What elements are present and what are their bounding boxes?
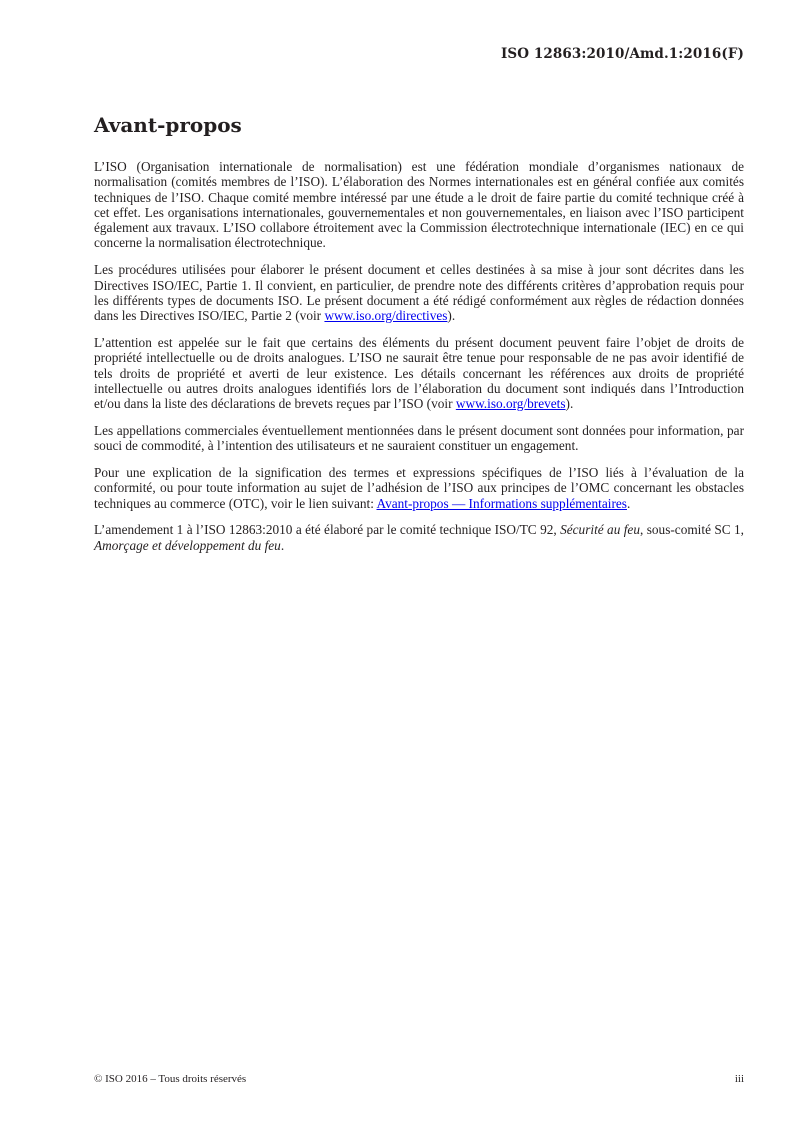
paragraph-trade-names: [94, 423, 744, 454]
paragraph-text-end: .: [280, 537, 285, 553]
document-id-header: ISO 12863:2010/Amd.1:2016(F): [501, 46, 744, 62]
footer-copyright: © ISO 2016 – Tous droits réservés: [94, 1073, 247, 1085]
foreword-info-link[interactable]: Avant-propos — Informations supplémentaires: [376, 495, 627, 511]
paragraph-text-end: ).: [447, 308, 456, 324]
paragraph-conformity: [94, 465, 744, 511]
paragraph-text: L’amendement 1 à l’ISO 12863:2010 a été élaboré par le comité technique ISO/TC 92,: [94, 522, 561, 538]
paragraph-text: L’attention est appelée sur le fait que certains des éléments du présent document peuvent faire l’objet de droits de propriété intellectuelle ou de droits analogues. L’ISO ne saurait être tenue pour responsable de ne pas avoir identifié de tels droits de propriété et averti de leur existence. Les détails concernant les références aux droits de propriété intellectuelle ou autres droits analogues identifiés lors de l’élaboration du document sont indiqués dans l’Introduction et/ou dans la liste des déclarations de brevets reçues par l’ISO (voir: [94, 334, 744, 412]
paragraph-text-end: .: [626, 495, 631, 511]
page-title: Avant-propos: [94, 113, 242, 137]
footer-page-number: iii: [734, 1073, 744, 1085]
paragraph-text: L’ISO (Organisation internationale de normalisation) est une fédération mondiale d’organismes nationaux de normalisation (comités membres de l’ISO). L’élaboration des Normes internationales est en général confiée aux comités techniques de l’ISO. Chaque comité membre intéressé par une étude a le droit de faire partie du comité technique créé à cet effet. Les organisations internationales, gouvernementales et non gouvernementales, en liaison avec l’ISO participent également aux travaux. L’ISO collabore étroitement avec la Commission électrotechnique internationale (IEC) en ce qui concerne la normalisation électrotechnique.: [94, 159, 744, 251]
paragraph-procedures: [94, 262, 744, 323]
paragraph-amendment: [94, 522, 744, 553]
paragraph-text: Les appellations commerciales éventuellement mentionnées dans le présent document sont données pour information, par souci de commodité, à l’intention des utilisateurs et ne sauraient constituer un engagement.: [94, 422, 744, 454]
paragraph-iso-organisation: [94, 159, 744, 251]
paragraph-text-mid: , sous-comité SC 1,: [640, 522, 744, 538]
directives-link[interactable]: www.iso.org/directives: [324, 308, 448, 324]
paragraph-text: Pour une explication de la signification des termes et expressions spécifiques de l’ISO liés à l’évaluation de la conformité, ou pour toute information au sujet de l’adhésion de l’ISO aux principes de l’OMC concernant les obstacles techniques au commerce (OTC), voir le lien suivant:: [94, 465, 744, 511]
committee-title: Sécurité au feu: [560, 522, 640, 538]
subcommittee-title: Amorçage et développement du feu: [94, 537, 281, 553]
paragraph-patent-rights: [94, 335, 744, 411]
paragraph-text: Les procédures utilisées pour élaborer le présent document et celles destinées à sa mise à jour sont décrites dans les Directives ISO/IEC, Partie 1. Il convient, en particulier, de prendre note des différents critères d’approbation requis pour les différents types de documents ISO. Le présent document a été rédigé conformément aux règles de rédaction données dans les Directives ISO/IEC, Partie 2 (voir: [94, 262, 744, 324]
paragraph-text-end: ).: [565, 396, 574, 412]
foreword-section: [94, 111, 744, 565]
patents-link[interactable]: www.iso.org/brevets: [455, 396, 566, 412]
